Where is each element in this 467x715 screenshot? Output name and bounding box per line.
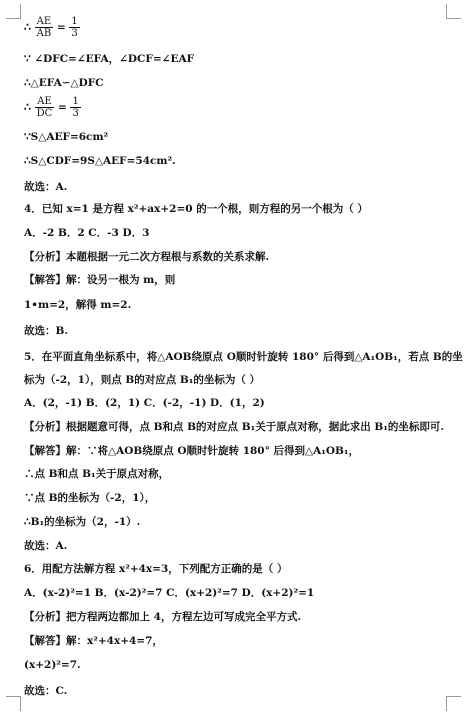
question-6-options: A．(x-2)²=1 B．(x-2)²=7 C．(x+2)²=7 D．(x+2)²=1 [24, 587, 315, 599]
numerator: AE [35, 16, 54, 28]
analysis-line: 【分析】本题根据一元二次方程根与系数的关系求解. [24, 251, 270, 263]
question-5: 5．在平面直角坐标系中，将△AOB绕原点 O顺时针旋转 180° 后得到△A₁OB₁，若点 B的坐 [24, 351, 463, 363]
question-4-options: A．-2 B．2 C．-3 D．3 [24, 227, 150, 239]
text-line: ∴点 B和点 B₁关于原点对称， [24, 468, 170, 480]
fraction-one-third [70, 96, 80, 119]
solution-line: 【解答】解：∵将△AOB绕原点 O顺时针旋转 180° 后得到△A₁OB₁， [24, 445, 359, 457]
answer-line: 故选：B. [24, 325, 69, 337]
analysis-line: 【分析】把方程两边都加上 4，方程左边可写成完全平方式. [24, 611, 302, 623]
text-line: ∵点 B的坐标为（-2，1）， [24, 492, 156, 504]
text-line: ∴B₁的坐标为（2，-1）. [24, 516, 141, 528]
equals-sign: = [56, 21, 66, 34]
answer-line: 故选：C. [24, 685, 68, 697]
solution-line: 【解答】解：x²+4x+4=7， [24, 635, 163, 647]
crop-mark-bottom-left [6, 696, 21, 711]
fraction-one-third [69, 16, 79, 39]
fraction-line-ae-ab [24, 16, 80, 39]
numerator: 1 [72, 96, 79, 107]
equals-sign: = [57, 101, 67, 114]
fraction-line-ae-dc [24, 96, 81, 119]
question-5-cont: 标为（-2，1），则点 B的对应点 B₁的坐标为（ ） [24, 374, 261, 386]
answer-line: 故选：A. [24, 181, 68, 193]
text-line: ∴S△CDF=9S△AEF=54cm². [24, 155, 176, 167]
text-line: (x+2)²=7. [24, 659, 81, 671]
denominator: DC [36, 108, 53, 119]
crop-mark-top-right [446, 4, 461, 19]
question-4: 4．已知 x=1 是方程 x²+ax+2=0 的一个根，则方程的另一个根为（ ） [24, 203, 368, 215]
analysis-line: 【分析】根据题意可得，点 B和点 B的对应点 B₁关于原点对称，据此求出 B₁的坐标即可. [24, 421, 444, 433]
numerator: 1 [71, 16, 78, 27]
crop-mark-bottom-right [446, 696, 461, 711]
fraction-ae-ab [35, 16, 54, 39]
denominator: 3 [71, 28, 78, 39]
answer-line: 故选：A. [24, 540, 68, 552]
solution-line: 【解答】解：设另一根为 m，则 [24, 274, 176, 286]
therefore-symbol: ∴ [24, 100, 31, 114]
question-5-options: A．(2，-1) B．(2，1) C．(-2，-1) D．(1，2) [24, 397, 265, 409]
denominator: AB [36, 28, 52, 39]
question-6: 6．用配方法解方程 x²+4x=3，下列配方正确的是（ ） [24, 563, 288, 575]
text-line: ∴△EFA∽△DFC [24, 77, 104, 89]
numerator: AE [35, 96, 55, 108]
text-line: ∵S△AEF=6cm² [24, 131, 109, 143]
text-line: ∵ ∠DFC=∠EFA，∠DCF=∠EAF [24, 53, 195, 65]
therefore-symbol: ∴ [24, 20, 31, 34]
denominator: 3 [72, 108, 79, 119]
text-line: 1•m=2，解得 m=2. [24, 299, 132, 311]
fraction-ae-dc [35, 96, 55, 119]
crop-mark-top-left [6, 4, 21, 19]
